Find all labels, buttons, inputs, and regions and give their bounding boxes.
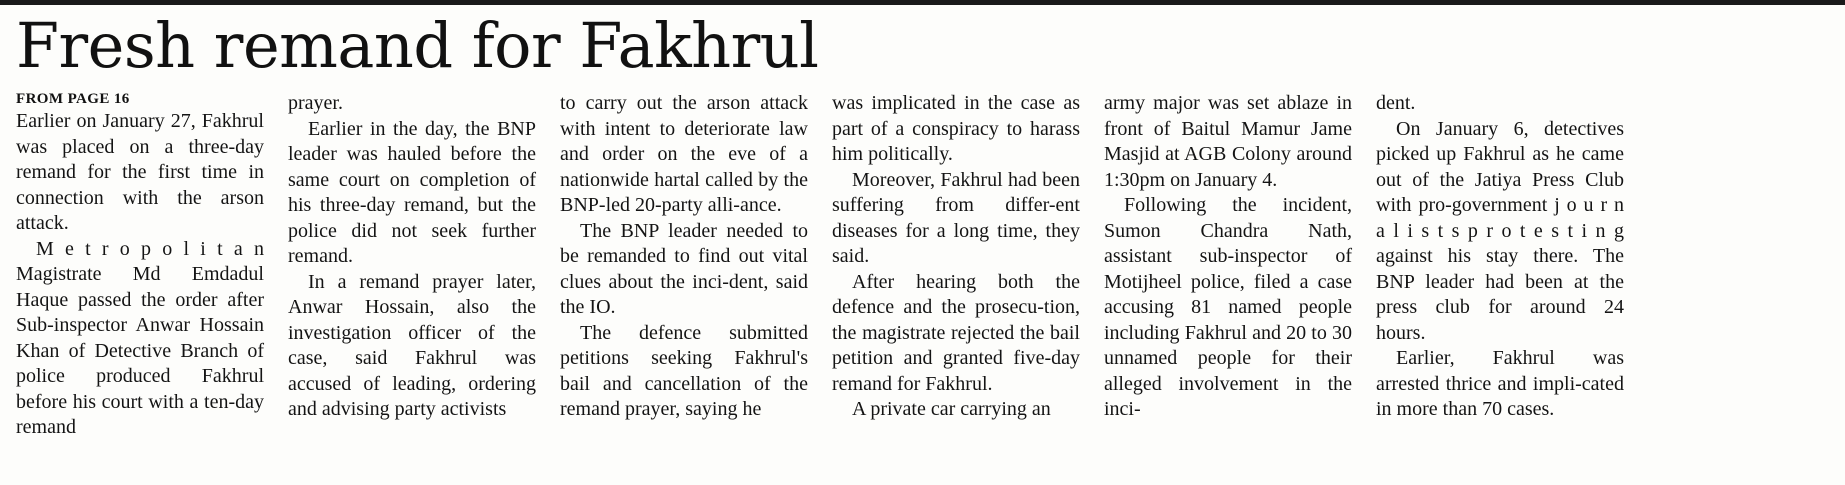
paragraph: was implicated in the case as part of a conspiracy to harass him politically. <box>832 92 1080 166</box>
paragraph: dent. <box>1376 92 1416 115</box>
paragraph: Earlier in the day, the BNP leader was hauled before the same court on completion of his three-day remand, but the police did not seek further remand. <box>288 117 536 268</box>
article-column-4 <box>832 91 1080 441</box>
paragraph: In a remand prayer later, Anwar Hossain, also the investigation officer of the case, said Fakhrul was accused of leading, ordering and advising party activists <box>288 270 536 421</box>
paragraph: Following the incident, Sumon Chandra Nath, assistant sub-inspector of Motijheel police, filed a case accusing 81 named people including Fakhrul and 20 to 30 unnamed people for their alleged involvement in the inci- <box>1104 194 1352 421</box>
article-column-1 <box>16 91 264 441</box>
article-column-3 <box>560 91 808 441</box>
article-column-2 <box>288 91 536 441</box>
paragraph: After hearing both the defence and the prosecu-tion, the magistrate rejected the bail petition and granted five-day remand for Fakhrul. <box>832 270 1080 395</box>
article-column-6 <box>1376 91 1624 441</box>
continuation-kicker: FROM PAGE 16 <box>16 91 130 108</box>
article-column-5 <box>1104 91 1352 441</box>
paragraph: The BNP leader needed to be remanded to find out vital clues about the inci-dent, said the IO. <box>560 219 808 319</box>
paragraph: A private car carrying an <box>852 398 1051 421</box>
page-title: Fresh remand for Fakhrul <box>16 9 819 82</box>
paragraph: The defence submitted petitions seeking Fakhrul's bail and cancellation of the remand prayer, saying he <box>560 321 808 421</box>
top-rule-divider <box>0 0 1845 5</box>
paragraph: army major was set ablaze in front of Baitul Mamur Jame Masjid at AGB Colony around 1:30pm on January 4. <box>1104 92 1352 191</box>
article-columns <box>14 91 1831 441</box>
paragraph: Earlier on January 27, Fakhrul was placed on a three-day remand for the first time in connection with the arson attack. <box>16 110 264 235</box>
paragraph: prayer. <box>288 92 343 115</box>
paragraph: M e t r o p o l i t a n Magistrate Md Emdadul Haque passed the order after Sub-inspector Anwar Hossain Khan of Detective Branch of police produced Fakhrul before his court with a ten-day remand <box>16 237 264 439</box>
paragraph: On January 6, detectives picked up Fakhrul as he came out of the Jatiya Press Club with pro-government j o u r n a l i s t s p r o t e s t i n g against his stay there. The BNP leader had been at the press club for around 24 hours. <box>1376 117 1624 344</box>
paragraph: to carry out the arson attack with intent to deteriorate law and order on the eve of a nationwide hartal called by the BNP-led 20-party alli-ance. <box>560 92 808 217</box>
paragraph: Earlier, Fakhrul was arrested thrice and impli-cated in more than 70 cases. <box>1376 347 1624 421</box>
paragraph: Moreover, Fakhrul had been suffering from differ-ent diseases for a long time, they said. <box>832 168 1080 268</box>
